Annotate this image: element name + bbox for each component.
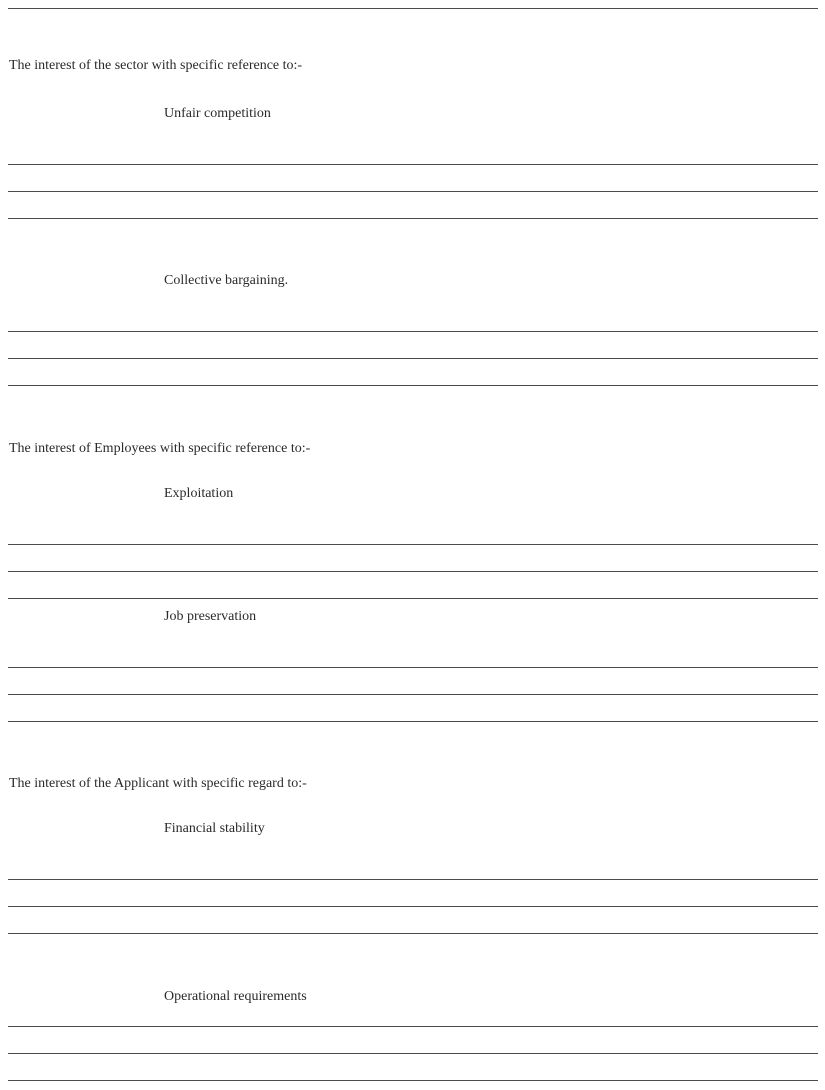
answer-line[interactable] (8, 218, 818, 219)
item-label-job-preservation: Job preservation (164, 609, 257, 624)
answer-line[interactable] (8, 879, 818, 880)
answer-line[interactable] (8, 385, 818, 386)
answer-line[interactable] (8, 191, 818, 192)
section-heading-sector: The interest of the sector with specific reference to:- (9, 58, 303, 73)
answer-line[interactable] (8, 933, 818, 934)
section-heading-employees: The interest of Employees with specific reference to:- (9, 441, 311, 456)
item-label-collective-bargaining: Collective bargaining. (164, 273, 289, 288)
section-heading-applicant: The interest of the Applicant with specific regard to:- (9, 776, 307, 791)
answer-line[interactable] (8, 1026, 818, 1027)
answer-line[interactable] (8, 721, 818, 722)
answer-line[interactable] (8, 1080, 818, 1081)
answer-line[interactable] (8, 544, 818, 545)
answer-line[interactable] (8, 164, 818, 165)
answer-line[interactable] (8, 1053, 818, 1054)
answer-line[interactable] (8, 694, 818, 695)
answer-line[interactable] (8, 571, 818, 572)
answer-line[interactable] (8, 358, 818, 359)
answer-line[interactable] (8, 598, 818, 599)
answer-line[interactable] (8, 331, 818, 332)
answer-line[interactable] (8, 667, 818, 668)
item-label-operational-requirements: Operational requirements (164, 989, 307, 1004)
top-rule (8, 8, 818, 9)
answer-line[interactable] (8, 906, 818, 907)
item-label-financial-stability: Financial stability (164, 821, 265, 836)
item-label-unfair-competition: Unfair competition (164, 106, 271, 121)
item-label-exploitation: Exploitation (164, 486, 234, 501)
